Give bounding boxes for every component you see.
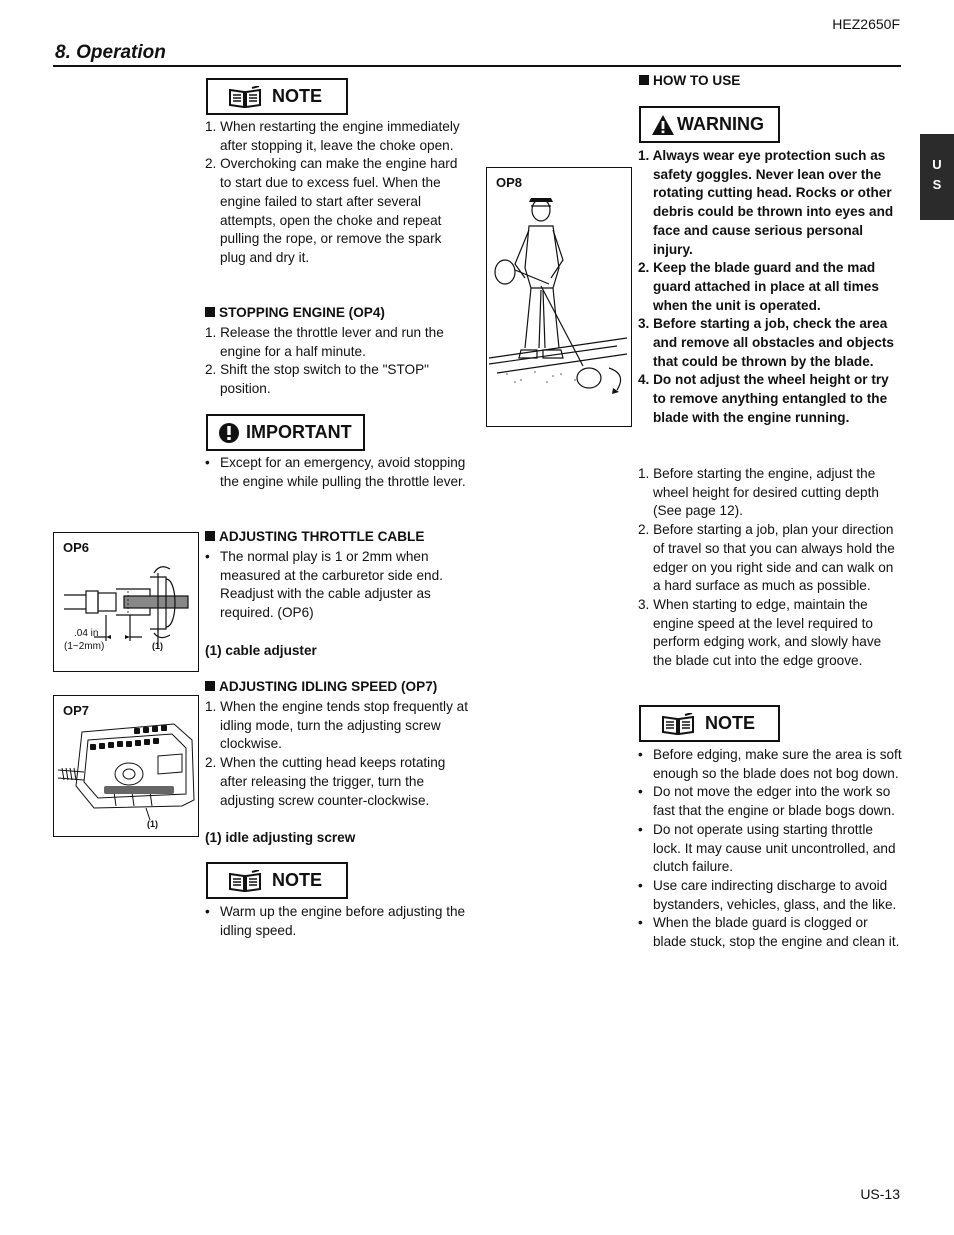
side-tab-letter: U xyxy=(932,157,942,172)
figure-label: OP7 xyxy=(63,703,90,718)
list-item-text: 2. Keep the blade guard and the mad guard attached in place at all times when the unit is operated. xyxy=(638,260,879,313)
section-title: 8. Operation xyxy=(55,42,166,63)
note1-list xyxy=(205,118,470,268)
note3-list xyxy=(638,746,902,952)
list-item xyxy=(638,521,902,596)
list-item xyxy=(638,259,902,315)
list-item-text: 2. Shift the stop switch to the "STOP" position. xyxy=(205,362,429,397)
idling-heading xyxy=(205,678,437,697)
exclamation-icon xyxy=(218,422,240,444)
note-label: NOTE xyxy=(272,870,323,890)
list-item: • Use care indirecting discharge to avoid bystanders, vehicles, glass, and the like. xyxy=(638,877,897,912)
list-item-text: Warm up the engine before adjusting the idling speed. xyxy=(220,904,466,938)
stopping-heading xyxy=(205,304,385,323)
list-item xyxy=(205,698,470,754)
list-item xyxy=(205,118,470,155)
list-item: • Do not move the edger into the work so fast that the engine or blade bogs down. xyxy=(638,784,895,819)
list-item: • Before edging, make sure the area is soft enough so the blade does not bog down. xyxy=(638,747,902,781)
book-icon xyxy=(661,713,695,735)
list-item: • Except for an emergency, avoid stopping the engine while pulling the throttle lever. xyxy=(205,455,466,489)
side-tab-letter: S xyxy=(932,177,942,192)
list-item-text: 1. Before starting the engine, adjust the wheel height for desired cutting depth (See page 12). xyxy=(638,466,879,519)
list-item-text: When the blade guard is clogged or blade stuck, stop the engine and clean it. xyxy=(653,915,900,950)
list-item-text: 2. When the cutting head keeps rotating after releasing the trigger, turn the adjusting screw counter-clockwise. xyxy=(205,755,446,808)
header-rule xyxy=(53,65,901,67)
list-item-text: Do not move the edger into the work so fast that the engine or blade bogs down. xyxy=(653,784,895,819)
heading-text: ADJUSTING IDLING SPEED (OP7) xyxy=(219,679,438,694)
list-item-text: 1. When restarting the engine immediately after stopping it, leave the choke open. xyxy=(205,119,460,153)
callout-label: (1) xyxy=(147,819,158,829)
important-box xyxy=(206,414,365,451)
list-item-text: 3. When starting to edge, maintain the engine speed at the level required to perform edging work, and slowly have the blade cut into the edge groove. xyxy=(638,596,882,669)
list-item-text: 2. Before starting a job, plan your direction of travel so that you can always hold the edger on you right side and can walk on a hard surface as much as possible. xyxy=(638,522,895,594)
list-item xyxy=(638,465,902,521)
square-bullet-icon xyxy=(205,531,215,541)
dimension-label: .04 in xyxy=(74,628,99,639)
figure-label: OP6 xyxy=(63,540,90,555)
heading-text: ADJUSTING THROTTLE CABLE xyxy=(219,529,425,544)
list-item xyxy=(638,147,902,259)
dimension-label: (1~2mm) xyxy=(64,641,105,652)
idling-list xyxy=(205,698,470,810)
figure-op6 xyxy=(53,532,199,672)
note-label: NOTE xyxy=(272,86,323,106)
warning-triangle-icon xyxy=(651,114,675,136)
warning-box xyxy=(639,106,780,143)
important-label: IMPORTANT xyxy=(246,422,352,442)
idling-caption: (1) idle adjusting screw xyxy=(205,830,356,845)
list-item xyxy=(205,324,470,361)
note-label: NOTE xyxy=(705,713,756,733)
note-box xyxy=(206,862,348,899)
list-item: • When the blade guard is clogged or blade stuck, stop the engine and clean it. xyxy=(638,915,900,950)
note-box xyxy=(206,78,348,115)
list-item xyxy=(205,361,470,398)
book-icon xyxy=(228,870,262,892)
list-item-text: Use care indirecting discharge to avoid bystanders, vehicles, glass, and the like. xyxy=(653,877,897,912)
note2-list xyxy=(205,903,470,940)
list-item xyxy=(205,754,470,810)
list-item-text: 3. Before starting a job, check the area and remove all obstacles and objects that could be thrown by the blade. xyxy=(638,316,894,369)
cable-adjuster-illustration xyxy=(54,533,200,673)
list-item-text: Do not operate using starting throttle lock. It may cause unit uncontrolled, and clutch failure. xyxy=(653,821,896,875)
edger-operator-illustration xyxy=(487,168,633,428)
square-bullet-icon xyxy=(639,75,649,85)
list-item-text: 1. Always wear eye protection such as safety goggles. Never lean over the rotating cutting head. Rocks or other debris could be thrown into eyes and face and cause serious personal injury. xyxy=(638,148,894,257)
throttle-caption: (1) cable adjuster xyxy=(205,643,317,658)
figure-label: OP8 xyxy=(496,175,523,190)
list-item xyxy=(638,371,902,427)
how-to-use-heading xyxy=(639,72,740,91)
figure-op8 xyxy=(486,167,632,427)
list-item-text: The normal play is 1 or 2mm when measured at the carburetor side end. Readjust with the cable adjuster as required. (OP6) xyxy=(220,549,443,621)
callout-label: (1) xyxy=(152,641,163,651)
book-icon xyxy=(228,86,262,108)
model-number: HEZ2650F xyxy=(832,16,900,32)
carburetor-illustration xyxy=(54,696,200,838)
list-item-text: 2. Overchoking can make the engine hard to start due to excess fuel. When the engine failed to start after several attempts, open the choke and repeat pulling the rope, or remove the spark plug and dry it. xyxy=(205,156,458,265)
list-item: • Warm up the engine before adjusting the idling speed. xyxy=(205,904,466,938)
square-bullet-icon xyxy=(205,681,215,691)
figure-op7 xyxy=(53,695,199,837)
stopping-list xyxy=(205,324,470,399)
side-tab-us xyxy=(920,134,954,220)
heading-text: STOPPING ENGINE (OP4) xyxy=(219,305,385,320)
note-box xyxy=(639,705,780,742)
square-bullet-icon xyxy=(205,307,215,317)
page-number: US-13 xyxy=(860,1186,900,1202)
heading-text: HOW TO USE xyxy=(653,73,741,88)
important-list xyxy=(205,454,470,491)
list-item: • The normal play is 1 or 2mm when measured at the carburetor side end. Readjust with the cable adjuster as required. (OP6) xyxy=(205,549,443,621)
throttle-list xyxy=(205,548,470,623)
throttle-heading xyxy=(205,528,424,547)
list-item-text: Except for an emergency, avoid stopping the engine while pulling the throttle lever. xyxy=(220,455,466,489)
list-item: • Do not operate using starting throttle lock. It may cause unit uncontrolled, and clutch failure. xyxy=(638,821,896,875)
list-item xyxy=(638,315,902,371)
warning-label: WARNING xyxy=(677,114,764,134)
warning-list xyxy=(638,147,902,428)
list-item-text: 4. Do not adjust the wheel height or try to remove anything entangled to the blade with the engine running. xyxy=(638,372,889,425)
steps-list xyxy=(638,465,902,671)
list-item-text: 1. When the engine tends stop frequently at idling mode, turn the adjusting screw clockwise. xyxy=(205,699,468,752)
list-item-text: Before edging, make sure the area is soft enough so the blade does not bog down. xyxy=(653,747,902,781)
list-item xyxy=(205,155,470,267)
list-item xyxy=(638,596,902,671)
list-item-text: 1. Release the throttle lever and run the engine for a half minute. xyxy=(205,325,444,359)
